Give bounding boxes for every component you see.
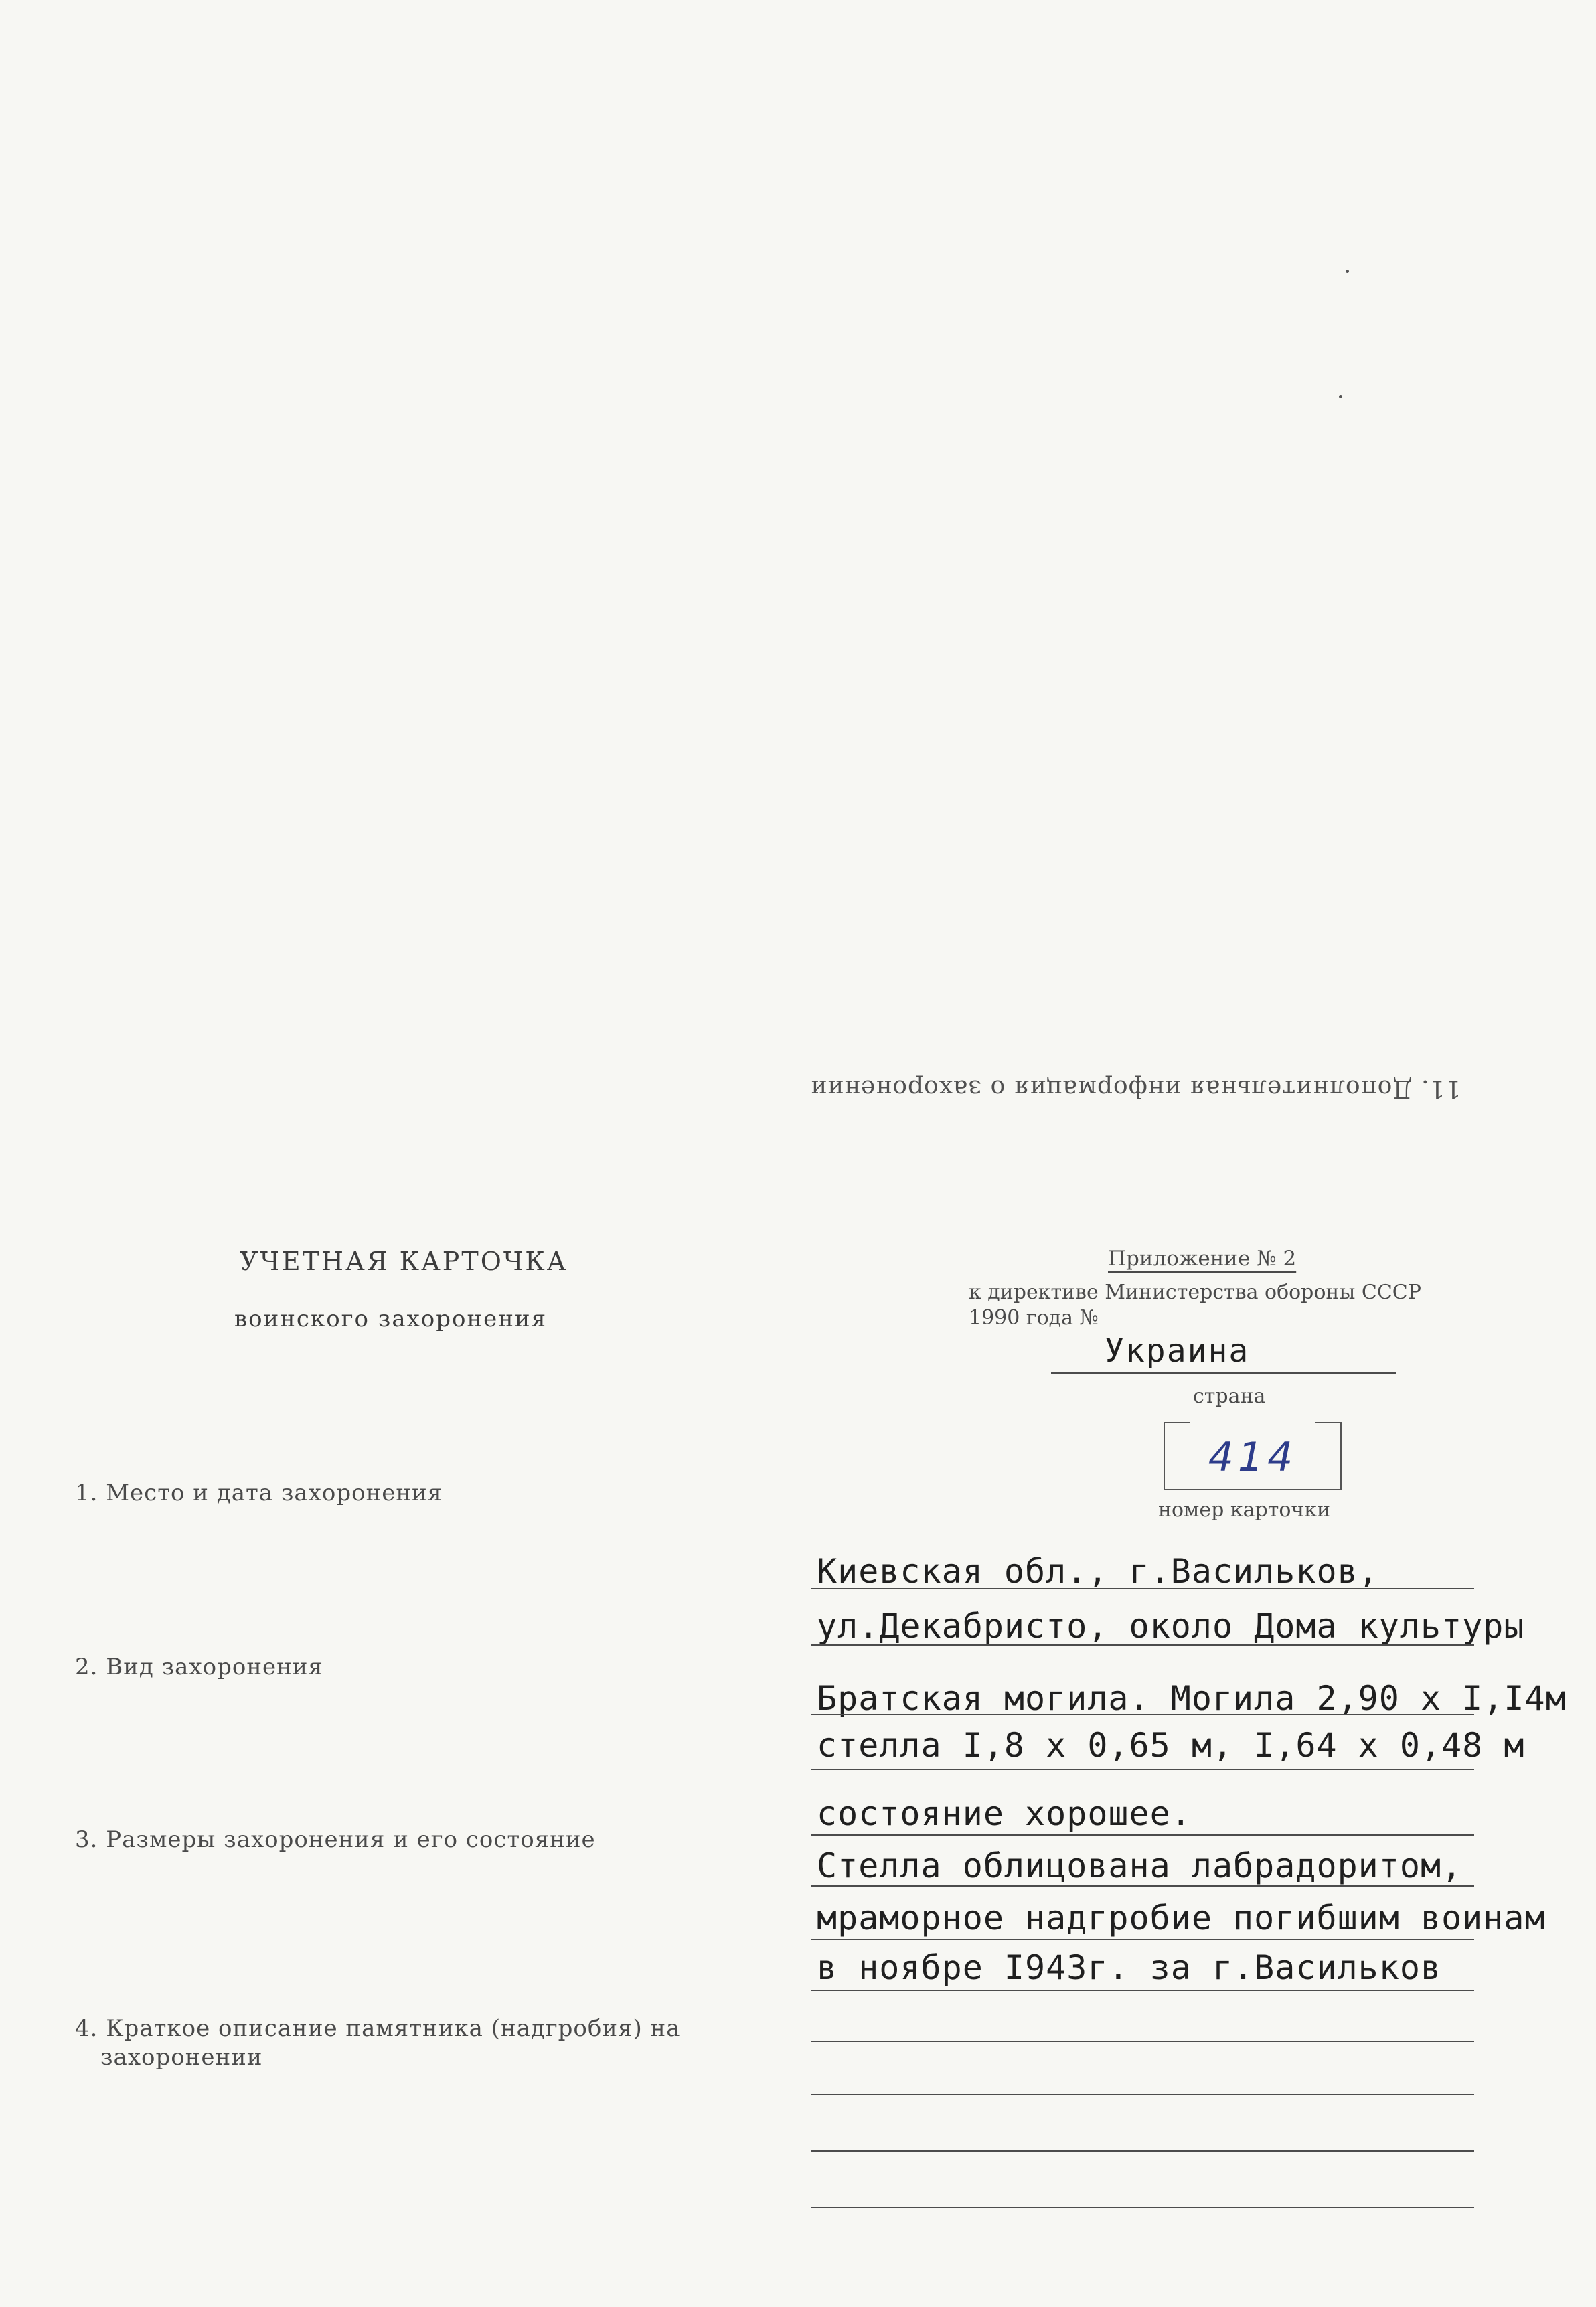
entry-line-empty	[811, 2207, 1474, 2208]
entry-line	[811, 1714, 1474, 1715]
entry-line	[811, 1939, 1474, 1940]
country-line	[1051, 1372, 1396, 1374]
card-subtitle: воинского захоронения	[234, 1305, 548, 1332]
additional-info-heading-upside-down: 11. Дополнительная информация о захоронении	[810, 1075, 1461, 1102]
country-caption: страна	[1193, 1384, 1266, 1408]
entry-line-empty	[811, 2041, 1474, 2042]
entry-line	[811, 1834, 1474, 1836]
typed-line: в ноябре I943г. за г.Васильков	[817, 1948, 1442, 1987]
appendix-label: Приложение № 2	[1108, 1247, 1297, 1271]
paper-speck	[1339, 395, 1342, 398]
card-number-box	[1164, 1422, 1342, 1490]
paper-speck	[1346, 270, 1349, 273]
field-label-place-date: 1. Место и дата захоронения	[75, 1480, 443, 1506]
directive-line-1: к директиве Министерства обороны СССР	[969, 1281, 1421, 1304]
entry-line	[811, 1885, 1474, 1887]
entry-line-empty	[811, 2094, 1474, 2095]
entry-line	[811, 1769, 1474, 1770]
typed-line: стелла I,8 х 0,65 м, I,64 х 0,48 м	[817, 1726, 1525, 1765]
entry-line	[811, 1588, 1474, 1589]
card-number-handwritten: 414	[1208, 1434, 1297, 1481]
typed-line: Стелла облицована лабрадоритом,	[817, 1846, 1463, 1885]
entry-line	[811, 1990, 1474, 1991]
entry-line	[811, 1644, 1474, 1646]
typed-line: состояние хорошее.	[817, 1794, 1192, 1833]
card-number-caption: номер карточки	[1158, 1498, 1330, 1522]
country-value: Украина	[1105, 1332, 1250, 1370]
field-label-dimensions-condition: 3. Размеры захоронения и его состояние	[75, 1826, 596, 1853]
typed-line: Киевская обл., г.Васильков,	[817, 1552, 1379, 1591]
card-title: УЧЕТНАЯ КАРТОЧКА	[240, 1247, 568, 1276]
directive-line-2: 1990 года №	[969, 1306, 1099, 1330]
field-label-burial-type: 2. Вид захоронения	[75, 1654, 323, 1680]
typed-line: ул.Декабристо, около Дома культуры	[817, 1607, 1525, 1646]
field-label-monument-description-cont: захоронении	[100, 2044, 263, 2071]
typed-line: Братская могила. Могила 2,90 х I,I4м	[817, 1679, 1567, 1718]
typed-line: мраморное надгробие погибшим воинам	[817, 1899, 1546, 1937]
entry-line-empty	[811, 2150, 1474, 2152]
field-label-monument-description: 4. Краткое описание памятника (надгробия) на	[75, 2015, 681, 2042]
